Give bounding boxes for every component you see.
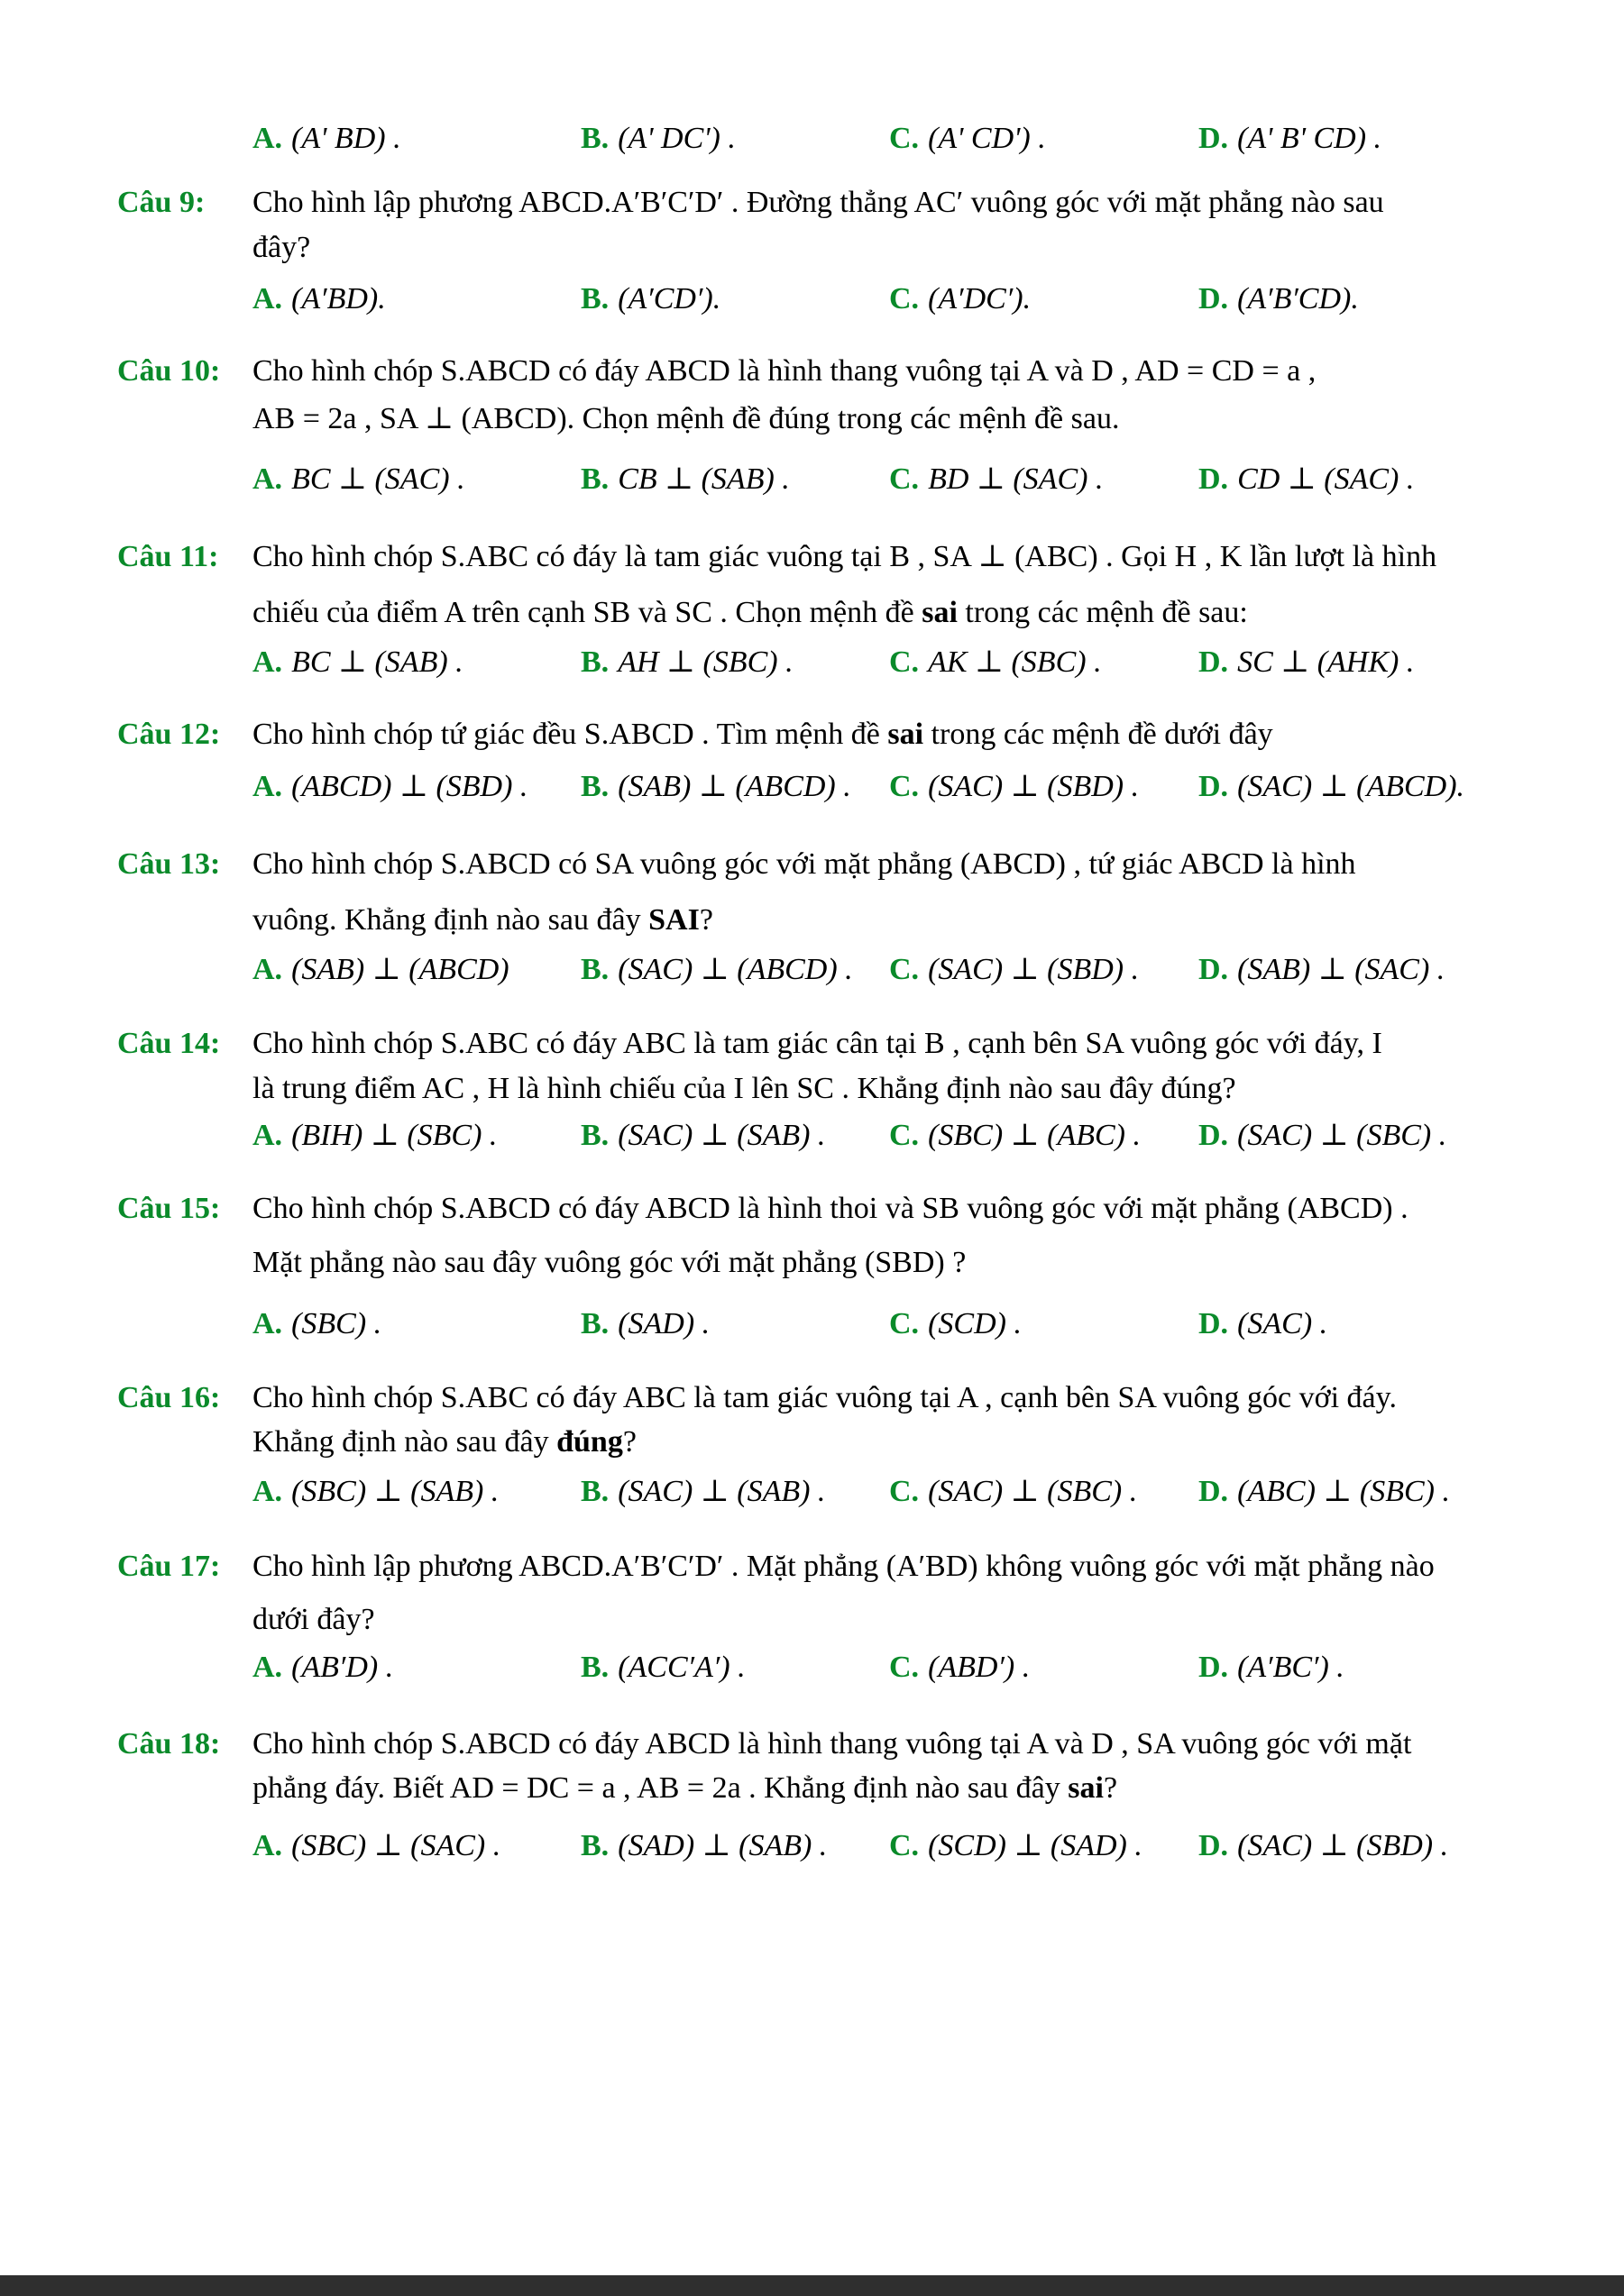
q8-option-b[interactable]: B. (A' DC') . — [581, 122, 736, 155]
q13-options — [252, 945, 1533, 995]
q15-text-line1: Cho hình chóp S.ABCD có đáy ABCD là hình thoi và SB vuông góc với mặt phẳng (ABCD) . — [252, 1192, 1408, 1225]
q14-option-c[interactable]: C. (SBC) ⊥ (ABC) . — [889, 1119, 1141, 1152]
q18-option-b[interactable]: B. (SAD) ⊥ (SAB) . — [581, 1829, 828, 1862]
q13-option-d[interactable]: D. (SAB) ⊥ (SAC) . — [1198, 953, 1445, 986]
q11-option-c[interactable]: C. AK ⊥ (SBC) . — [889, 645, 1102, 679]
q14-option-d[interactable]: D. (SAC) ⊥ (SBC) . — [1198, 1119, 1447, 1152]
q11-options — [252, 637, 1533, 688]
q13-text-line2: vuông. Khẳng định nào sau đây SAI? — [252, 903, 713, 937]
q10-text-line2: AB = 2a , SA ⊥ (ABCD). Chọn mệnh đề đúng trong các mệnh đề sau. — [252, 402, 1120, 435]
q17-option-d[interactable]: D. (A′BC′) . — [1198, 1651, 1344, 1684]
q8-options — [252, 114, 1533, 164]
q11-emphasis: sai — [922, 596, 958, 629]
q11-text-line2: chiếu của điểm A trên cạnh SB và SC . Chọn mệnh đề sai trong các mệnh đề sau: — [252, 596, 1248, 629]
q15-option-d[interactable]: D. (SAC) . — [1198, 1307, 1328, 1340]
q10-option-c[interactable]: C. BD ⊥ (SAC) . — [889, 462, 1104, 496]
q8-option-a[interactable]: A. (A' BD) . — [252, 122, 401, 155]
q10-options — [252, 454, 1533, 505]
q18-label: Câu 18: — [117, 1727, 221, 1761]
q12-option-a[interactable]: A. (ABCD) ⊥ (SBD) . — [252, 770, 528, 803]
q12-option-c[interactable]: C. (SAC) ⊥ (SBD) . — [889, 770, 1140, 803]
q9-text-line1: Cho hình lập phương ABCD.A′B′C′D′ . Đường thẳng AC′ vuông góc với mặt phẳng nào sau — [252, 186, 1384, 219]
q18-text-line2: phẳng đáy. Biết AD = DC = a , AB = 2a . Khẳng định nào sau đây sai? — [252, 1771, 1118, 1805]
q11-text-line1: Cho hình chóp S.ABC có đáy là tam giác vuông tại B , SA ⊥ (ABC) . Gọi H , K lần lượt là hình — [252, 540, 1437, 573]
q15-label: Câu 15: — [117, 1192, 221, 1225]
q16-options — [252, 1467, 1533, 1517]
q16-text-line1: Cho hình chóp S.ABC có đáy ABC là tam giác vuông tại A , cạnh bên SA vuông góc với đáy. — [252, 1381, 1397, 1414]
q16-option-a[interactable]: A. (SBC) ⊥ (SAB) . — [252, 1475, 500, 1508]
page-bottom-bar — [0, 2275, 1624, 2296]
q12-label: Câu 12: — [117, 718, 221, 751]
q16-text-line2: Khẳng định nào sau đây đúng? — [252, 1425, 637, 1459]
q11-label: Câu 11: — [117, 540, 219, 573]
q9-option-b[interactable]: B. (A′CD′). — [581, 282, 721, 316]
q18-option-d[interactable]: D. (SAC) ⊥ (SBD) . — [1198, 1829, 1449, 1862]
q12-emphasis: sai — [887, 718, 924, 751]
q16-label: Câu 16: — [117, 1381, 221, 1414]
q14-options — [252, 1111, 1533, 1161]
q15-option-c[interactable]: C. (SCD) . — [889, 1307, 1022, 1340]
q18-text-line1: Cho hình chóp S.ABCD có đáy ABCD là hình thang vuông tại A và D , SA vuông góc với mặt — [252, 1727, 1412, 1761]
q13-option-b[interactable]: B. (SAC) ⊥ (ABCD) . — [581, 953, 853, 986]
q16-option-d[interactable]: D. (ABC) ⊥ (SBC) . — [1198, 1475, 1450, 1508]
q13-option-c[interactable]: C. (SAC) ⊥ (SBD) . — [889, 953, 1140, 986]
q14-text-line1: Cho hình chóp S.ABC có đáy ABC là tam giác cân tại B , cạnh bên SA vuông góc với đáy, I — [252, 1027, 1382, 1060]
q9-option-c[interactable]: C. (A′DC′). — [889, 282, 1032, 316]
q9-option-a[interactable]: A. (A′BD). — [252, 282, 386, 316]
q9-option-d[interactable]: D. (A′B′CD). — [1198, 282, 1359, 316]
q16-option-c[interactable]: C. (SAC) ⊥ (SBC) . — [889, 1475, 1138, 1508]
q15-text-line2: Mặt phẳng nào sau đây vuông góc với mặt phẳng (SBD) ? — [252, 1246, 967, 1279]
q17-option-c[interactable]: C. (ABD′) . — [889, 1651, 1031, 1684]
q13-label: Câu 13: — [117, 847, 221, 881]
q15-options — [252, 1299, 1533, 1349]
q18-options — [252, 1821, 1533, 1871]
q13-emphasis: SAI — [648, 903, 700, 937]
q14-label: Câu 14: — [117, 1027, 221, 1060]
q14-text-line2: là trung điểm AC , H là hình chiếu của I lên SC . Khẳng định nào sau đây đúng? — [252, 1072, 1236, 1105]
q10-option-b[interactable]: B. CB ⊥ (SAB) . — [581, 462, 790, 496]
q8-option-c[interactable]: C. (A' CD') . — [889, 122, 1046, 155]
q12-option-d[interactable]: D. (SAC) ⊥ (ABCD). — [1198, 770, 1465, 803]
q14-option-a[interactable]: A. (BIH) ⊥ (SBC) . — [252, 1119, 498, 1152]
q16-emphasis: đúng — [556, 1425, 623, 1459]
q11-option-b[interactable]: B. AH ⊥ (SBC) . — [581, 645, 794, 679]
q12-option-b[interactable]: B. (SAB) ⊥ (ABCD) . — [581, 770, 851, 803]
q9-text-line2: đây? — [252, 231, 311, 264]
q17-label: Câu 17: — [117, 1550, 221, 1583]
q12-options — [252, 762, 1533, 812]
q8-option-d[interactable]: D. (A' B' CD) . — [1198, 122, 1382, 155]
q14-option-b[interactable]: B. (SAC) ⊥ (SAB) . — [581, 1119, 826, 1152]
q17-options — [252, 1642, 1533, 1693]
q10-text-line1: Cho hình chóp S.ABCD có đáy ABCD là hình thang vuông tại A và D , AD = CD = a , — [252, 354, 1317, 388]
q10-option-d[interactable]: D. CD ⊥ (SAC) . — [1198, 462, 1415, 496]
q18-option-c[interactable]: C. (SCD) ⊥ (SAD) . — [889, 1829, 1142, 1862]
q12-text-line1: Cho hình chóp tứ giác đều S.ABCD . Tìm mệnh đề sai trong các mệnh đề dưới đây — [252, 718, 1273, 751]
q13-text-line1: Cho hình chóp S.ABCD có SA vuông góc với mặt phẳng (ABCD) , tứ giác ABCD là hình — [252, 847, 1356, 881]
q17-option-a[interactable]: A. (AB′D) . — [252, 1651, 394, 1684]
q11-option-d[interactable]: D. SC ⊥ (AHK) . — [1198, 645, 1415, 679]
q9-options — [252, 274, 1533, 325]
q18-emphasis: sai — [1068, 1771, 1104, 1805]
q9-label: Câu 9: — [117, 186, 206, 219]
q17-text-line2: dưới đây? — [252, 1603, 375, 1636]
q10-option-a[interactable]: A. BC ⊥ (SAC) . — [252, 462, 465, 496]
q13-option-a[interactable]: A. (SAB) ⊥ (ABCD) — [252, 953, 509, 986]
q18-option-a[interactable]: A. (SBC) ⊥ (SAC) . — [252, 1829, 501, 1862]
q11-option-a[interactable]: A. BC ⊥ (SAB) . — [252, 645, 463, 679]
q16-option-b[interactable]: B. (SAC) ⊥ (SAB) . — [581, 1475, 826, 1508]
q15-option-b[interactable]: B. (SAD) . — [581, 1307, 711, 1340]
q17-option-b[interactable]: B. (ACC′A′) . — [581, 1651, 746, 1684]
q15-option-a[interactable]: A. (SBC) . — [252, 1307, 382, 1340]
q17-text-line1: Cho hình lập phương ABCD.A′B′C′D′ . Mặt phẳng (A′BD) không vuông góc với mặt phẳng nào — [252, 1550, 1435, 1583]
q10-label: Câu 10: — [117, 354, 221, 388]
